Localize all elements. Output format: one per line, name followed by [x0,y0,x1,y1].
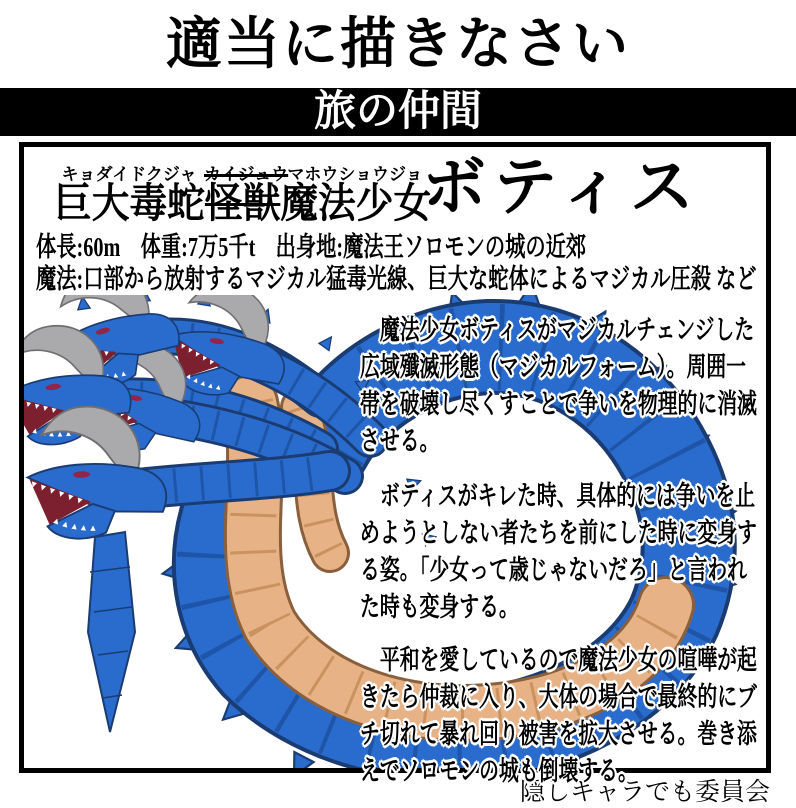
page-title: 適当に描きなさい [166,12,630,77]
character-sheet-box [19,142,771,786]
species-struck: 怪獣 [204,180,281,226]
credit-line: 隠しキャラでも委員会 [519,778,770,806]
description-paragraph-1: 魔法少女ボティスがマジカルチェンジした広域殲滅形態（マジカルフォーム）。周囲一帯を破壊し尽くすことで争いを物理的に消滅させる。 [360,315,757,456]
tail [88,532,135,732]
species-title [54,180,431,226]
species-prefix: 巨大毒蛇 [54,180,205,226]
banner-label: 旅の仲間 [313,89,482,135]
ruby-struck: カイジュウ [204,165,289,184]
stats-line-2: 魔法:口部から放射するマジカル猛毒光線、巨大な蛇体によるマジカル圧殺 など [36,264,757,294]
description-paragraph-2: ボティスがキレた時、具体的には争いを止めようとしない者たちを前にした時に変身する姿。「少女って歳じゃないだろ」と言われた時も変身する。 [360,481,757,622]
description-paragraph-3: 平和を愛しているので魔法少女の喧嘩が起きたら仲裁に入り、大体の場合で最終的にブチ切れて暴れ回り被害を拡大させる。巻き添えでソロモンの城も倒壊する。 [360,645,757,786]
ruby-suffix: マホウショウジョ [287,165,423,184]
stats-line-1: 体長:60m 体重:7万5千t 出身地:魔法王ソロモンの城の近郊 [36,232,587,262]
section-banner [0,88,796,136]
character-name: ボティス [422,152,701,223]
species-suffix: 魔法少女 [280,180,432,226]
ruby-prefix: キョダイドクジャ [61,165,197,184]
